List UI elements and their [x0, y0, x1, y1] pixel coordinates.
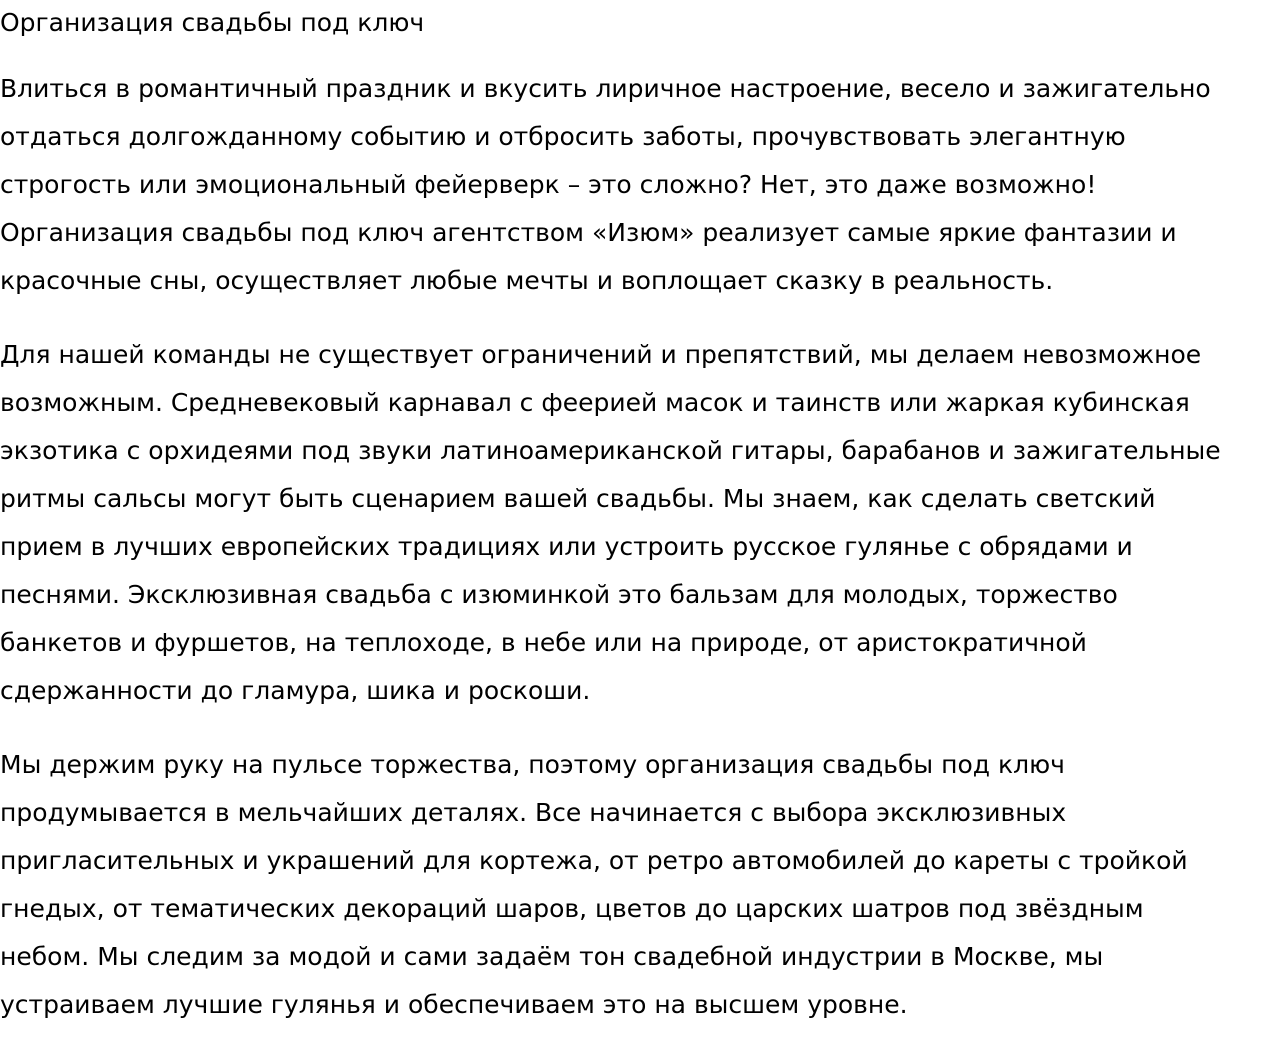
text-line: банкетов и фуршетов, на теплоходе, в небе или на природе, от аристократичной: [0, 628, 1087, 657]
text-line: песнями. Эксклюзивная свадьба с изюминкой это бальзам для молодых, торжество: [0, 580, 1118, 609]
text-line: небом. Мы следим за модой и сами задаём тон свадебной индустрии в Москве, мы: [0, 942, 1104, 971]
text-line: экзотика с орхидеями под звуки латиноамериканской гитары, барабанов и зажигательные: [0, 436, 1221, 465]
text-line: строгость или эмоциональный фейерверк – это сложно? Нет, это даже возможно!: [0, 170, 1097, 199]
text-line: устраиваем лучшие гулянья и обеспечиваем это на высшем уровне.: [0, 990, 908, 1019]
paragraph-intro: [0, 65, 1270, 305]
text-line: красочные сны, осуществляет любые мечты и воплощает сказку в реальность.: [0, 266, 1054, 295]
text-line: отдаться долгожданному событию и отбросить заботы, прочувствовать элегантную: [0, 122, 1126, 151]
text-line: Организация свадьбы под ключ агентством «Изюм» реализует самые яркие фантазии и: [0, 218, 1177, 247]
paragraph-details: [0, 741, 1270, 1029]
text-line: прием в лучших европейских традициях или устроить русское гулянье с обрядами и: [0, 532, 1133, 561]
text-line: продумывается в мельчайших деталях. Все начинается с выбора эксклюзивных: [0, 798, 1067, 827]
article-title: Организация свадьбы под ключ: [0, 8, 425, 37]
text-line: ритмы сальсы могут быть сценарием вашей свадьбы. Мы знаем, как сделать светский: [0, 484, 1156, 513]
text-line: Для нашей команды не существует ограничений и препятствий, мы делаем невозможное: [0, 340, 1202, 369]
paragraph-team: [0, 331, 1270, 715]
text-line: возможным. Средневековый карнавал с феерией масок и таинств или жаркая кубинская: [0, 388, 1190, 417]
text-line: Влиться в романтичный праздник и вкусить лиричное настроение, весело и зажигательно: [0, 74, 1211, 103]
text-line: пригласительных и украшений для кортежа, от ретро автомобилей до кареты с тройкой: [0, 846, 1188, 875]
text-line: сдержанности до гламура, шика и роскоши.: [0, 676, 591, 705]
text-line: Мы держим руку на пульсе торжества, поэтому организация свадьбы под ключ: [0, 750, 1065, 779]
text-line: гнедых, от тематических декораций шаров, цветов до царских шатров под звёздным: [0, 894, 1144, 923]
